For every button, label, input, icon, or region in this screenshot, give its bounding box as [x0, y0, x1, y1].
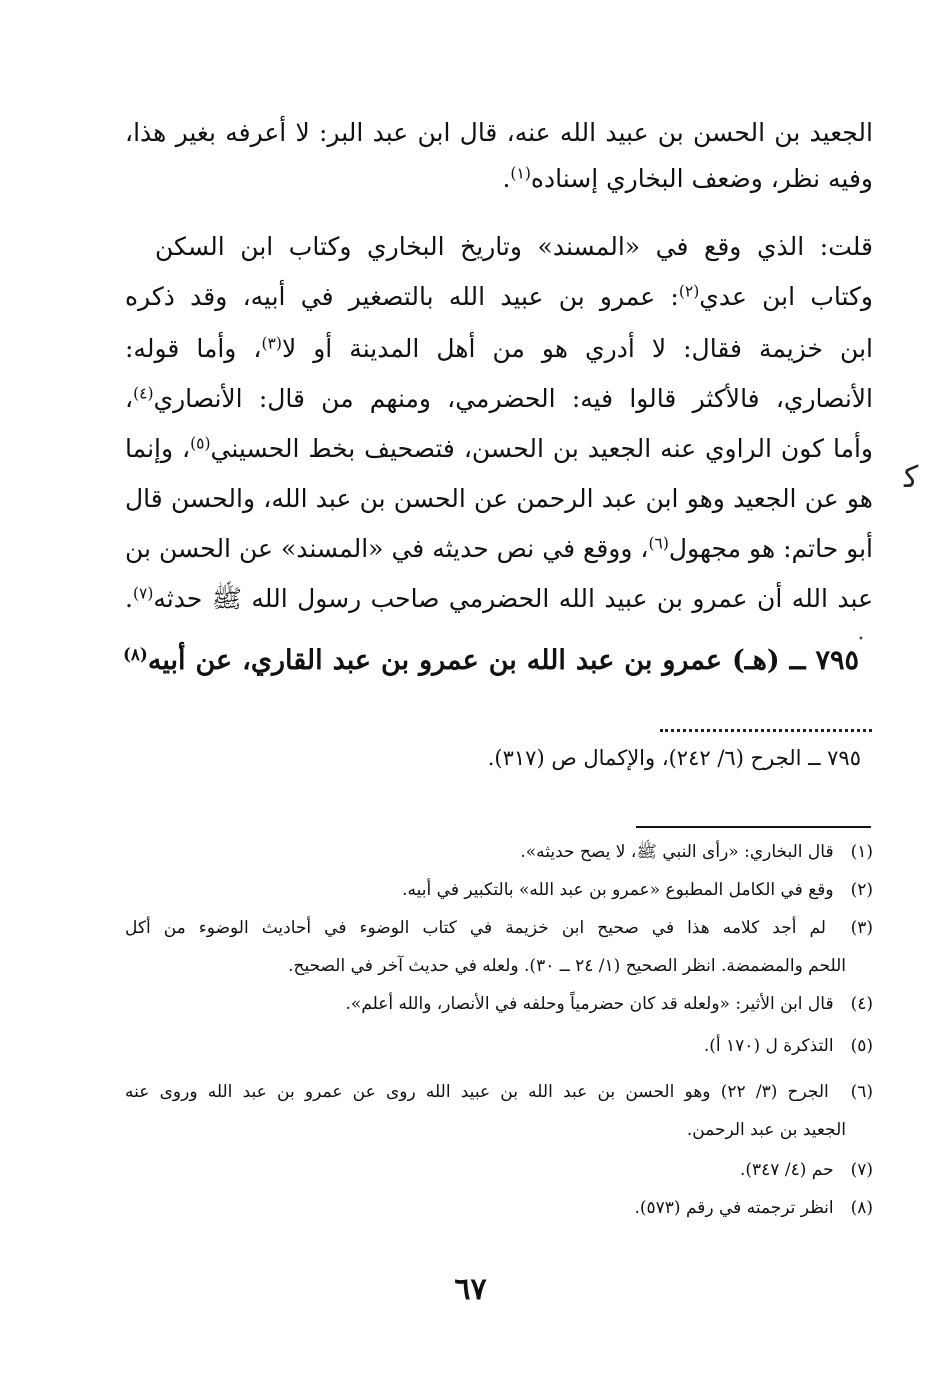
footnote-ref: (١): [510, 164, 531, 183]
footnote-ref: (٦): [648, 534, 669, 553]
footnote-rule: [636, 826, 871, 828]
body-line: وفيه نظر، وضعف البخاري إسناده$^{(١)}$.: [502, 164, 873, 193]
footnote: (٣) لم أجد كلامه هذا في صحيح ابن خزيمة في كتاب الوضوء في أحاديث الوضوء من أكل: [125, 918, 873, 938]
body-line: عبد الله أن عمرو بن عبيد الله الحضرمي صاحب رسول الله ﷺ حدثه$^{(٧)}$.: [125, 584, 873, 613]
footnote-number: (٦): [850, 1082, 873, 1102]
footnote: (٨) انظر ترجمته في رقم (٥٧٣).: [634, 1198, 873, 1218]
body-line: ابن خزيمة فقال: لا أدري هو من أهل المدينة أو لا$^{(٣)}$، وأما قوله:: [125, 334, 873, 363]
body-line: وأما كون الراوي عنه الجعيد بن الحسن، فتصحيف بخط الحسيني$^{(٥)}$، وإنما: [125, 434, 873, 463]
footnote-number: (٧): [850, 1160, 873, 1180]
footnote-number: (٢): [850, 880, 873, 900]
footnote-ref: (٨): [123, 643, 148, 664]
footnote: (٧) حم (٤/ ٣٤٧).: [740, 1160, 873, 1180]
entry-heading: ٧٩٥ ــ (هـ) عمرو بن عبد الله بن عمرو بن عبد القاري، عن أبيه$^{(٨)}$: [123, 643, 859, 676]
body-line: الأنصاري، فالأكثر قالوا فيه: الحضرمي، ومنهم من قال: الأنصاري$^{(٤)}$،: [125, 384, 873, 413]
body-line: قلت: الذي وقع في «المسند» وتاريخ البخاري وكتاب ابن السكن: [155, 232, 873, 261]
footnote-number: (١): [850, 842, 873, 862]
body-line: أبو حاتم: هو مجهول$^{(٦)}$، ووقع في نص حديثه في «المسند» عن الحسن بن: [125, 534, 873, 563]
footnote-continuation: الجعيد بن عبد الرحمن.: [686, 1120, 846, 1140]
source-note: ٧٩٥ ــ الجرح (٦/ ٢٤٢)، والإكمال ص (٣١٧).: [487, 746, 861, 770]
footnote-number: (٣): [850, 918, 873, 938]
footnote-ref: (٥): [190, 434, 211, 453]
footnote-ref: (٣): [261, 334, 282, 353]
footnote: (٦) الجرح (٣/ ٢٢) وهو الحسن بن عبد الله بن عبيد الله روى عن عمرو بن عبد الله وروى عنه: [125, 1082, 873, 1102]
footnote: (١) قال البخاري: «رأى النبي ﷺ، لا يصح حديثه».: [520, 842, 873, 862]
footnote-ref: (٤): [133, 384, 154, 403]
footnote: (٢) وقع في الكامل المطبوع «عمرو بن عبد الله» بالتكبير في أبيه.: [402, 880, 873, 900]
dotted-separator: [660, 729, 872, 732]
margin-mark: ﮐ: [904, 460, 919, 495]
scan-speck: •: [858, 634, 864, 645]
footnote-number: (٤): [850, 994, 873, 1014]
footnote-continuation: اللحم والمضمضة. انظر الصحيح (١/ ٢٤ ــ ٣٠). ولعله في حديث آخر في الصحيح.: [288, 956, 846, 976]
body-line: وكتاب ابن عدي$^{(٢)}$: عمرو بن عبيد الله بالتصغير في أبيه، وقد ذكره: [125, 282, 874, 311]
footnote: (٤) قال ابن الأثير: «ولعله قد كان حضرمياً وحلفه في الأنصار، والله أعلم».: [345, 994, 873, 1014]
footnote-ref: (٧): [132, 584, 154, 603]
body-line: هو عن الجعيد وهو ابن عبد الرحمن عن الحسن بن عبد الله، والحسن قال: [125, 484, 873, 513]
footnote-number: (٨): [850, 1198, 873, 1218]
footnote-number: (٥): [850, 1036, 873, 1056]
footnote: (٥) التذكرة ل (١٧٠ أ).: [703, 1036, 873, 1056]
page-number: ٦٧: [454, 1272, 487, 1307]
body-line: الجعيد بن الحسن بن عبيد الله عنه، قال ابن عبد البر: لا أعرفه بغير هذا،: [125, 118, 873, 147]
footnote-ref: (٢): [678, 282, 700, 301]
